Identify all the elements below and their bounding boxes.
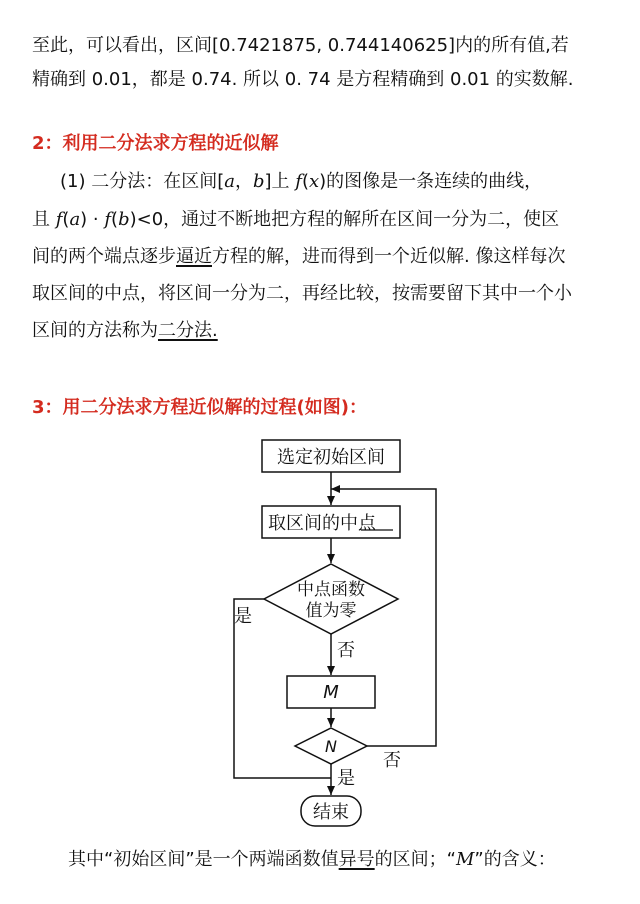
section-heading: 2：利用二分法求方程的近似解 bbox=[32, 133, 279, 154]
text-span: ]上 bbox=[264, 171, 296, 192]
process-m-label: M bbox=[323, 682, 339, 703]
text-span: 区间的方法称为 bbox=[32, 320, 158, 341]
text-span: ( bbox=[111, 209, 119, 230]
math-var: x bbox=[308, 171, 320, 192]
text-span: 间的两个端点逐步 bbox=[32, 246, 176, 267]
text-span: ( bbox=[301, 171, 309, 192]
text-line: 取区间的中点，将区间一分为二，再经比较，按需要留下其中一个小 bbox=[32, 283, 572, 304]
text-span: )的图像是一条连续的曲线， bbox=[319, 171, 543, 192]
text-span: 且 bbox=[32, 209, 56, 230]
underlined-term: 异号 bbox=[338, 849, 375, 870]
text-span: 其中“初始区间”是一个两端函数值 bbox=[68, 849, 339, 870]
math-var: a bbox=[69, 209, 81, 230]
text-span: (1) 二分法：在区间[ bbox=[60, 171, 225, 192]
end-label: 结束 bbox=[313, 802, 349, 823]
yes-bottom-label: 是 bbox=[337, 768, 355, 789]
paragraph-text: 至此，可以看出，区间[0.7421875, 0.744140625]内的所有值,若 bbox=[32, 35, 569, 56]
math-var: f bbox=[104, 209, 112, 230]
text-span: ， bbox=[234, 171, 253, 192]
underlined-term: 逼近 bbox=[176, 246, 212, 267]
start-label: 选定初始区间 bbox=[277, 447, 385, 468]
text-span: ( bbox=[62, 209, 70, 230]
text-span: )<0，通过不断地把方程的解所在区间一分为二，使区 bbox=[129, 209, 560, 230]
text-span: 的区间；“ bbox=[374, 849, 456, 870]
yes-left-label: 是 bbox=[234, 606, 252, 627]
text-span: 方程的解，进而得到一个近似解. 像这样每次 bbox=[212, 246, 566, 267]
no-down-label: 否 bbox=[337, 640, 355, 661]
text-span: ”的含义： bbox=[474, 849, 556, 870]
math-var: f bbox=[295, 171, 302, 192]
underlined-term: 二分法. bbox=[158, 320, 218, 341]
decision-label-line1: 中点函数 bbox=[297, 580, 365, 600]
no-right-label: 否 bbox=[383, 750, 401, 771]
math-var: M bbox=[455, 849, 475, 870]
math-var: b bbox=[252, 171, 265, 192]
midpoint-label: 取区间的中点 bbox=[268, 513, 376, 534]
decision-n-label: N bbox=[325, 737, 337, 756]
text-span: ) · bbox=[80, 209, 105, 230]
decision-label-line2: 值为零 bbox=[305, 601, 357, 621]
math-var: f bbox=[55, 209, 63, 230]
paragraph-text: 精确到 0.01，都是 0.74. 所以 0. 74 是方程精确到 0.01 的实数解. bbox=[32, 69, 574, 90]
math-var: a bbox=[224, 171, 235, 192]
math-var: b bbox=[118, 209, 130, 230]
text-line bbox=[68, 848, 556, 872]
section-heading: 3：用二分法求方程近似解的过程(如图)： bbox=[32, 397, 367, 418]
